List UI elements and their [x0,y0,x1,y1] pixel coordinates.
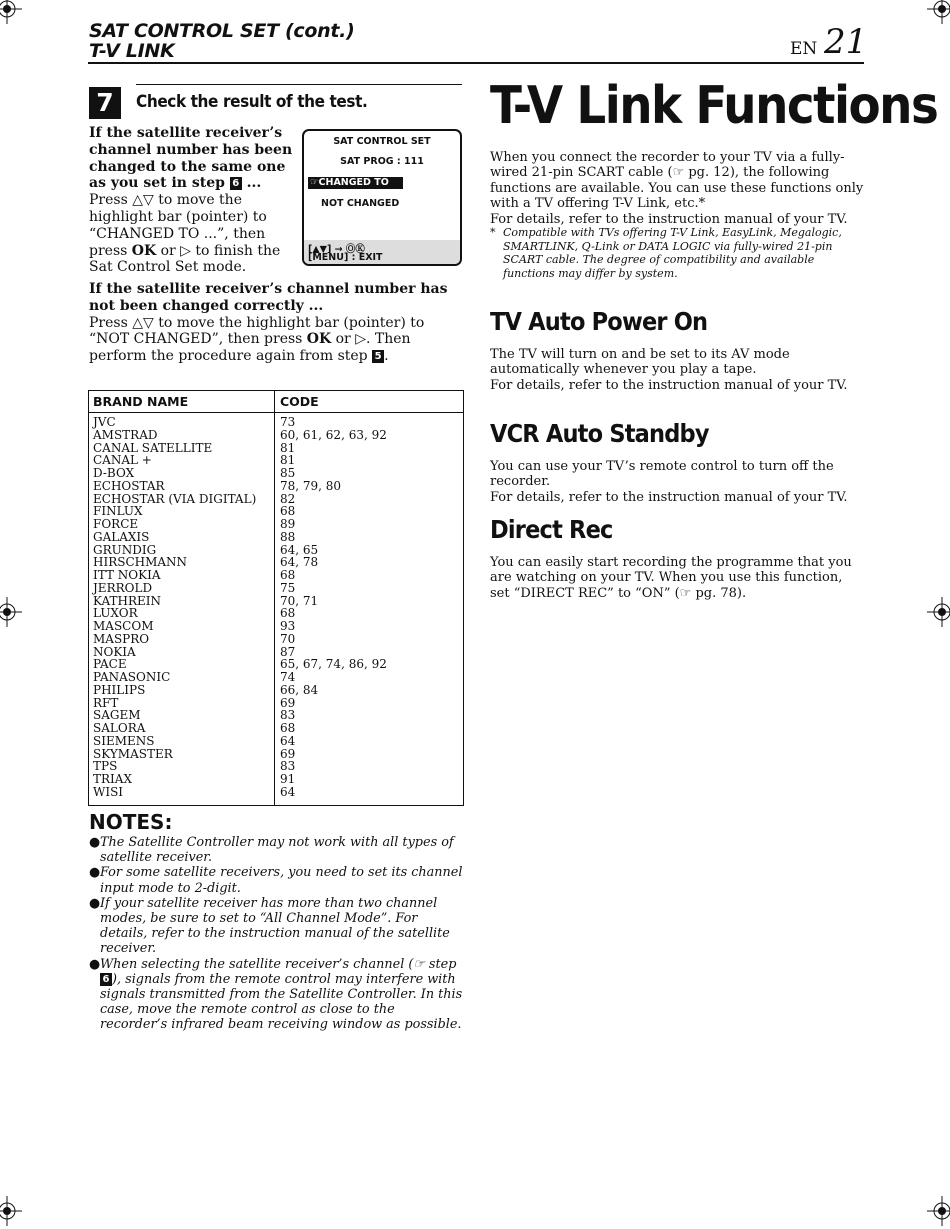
case-changed-heading-end: ... [241,175,262,192]
brand-name-cell: TRIAX [93,772,132,786]
brand-code-cell: 85 [280,466,296,480]
osd-option-not-changed: NOT CHANGED [321,198,400,209]
brand-code-cell: 82 [280,491,296,506]
brand-name-cell: KATHREIN [93,593,161,608]
section-direct-rec [490,555,865,601]
step-ref-badge: 5 [372,350,384,363]
note-text-end: ), signals from the remote control may interfere with signals transmitted from the Satellite Controller. In this case, move the remote control as close to the recorder’s infrared beam receiving window as possible. [100,971,463,1033]
brand-code-cell: 78, 79, 80 [280,478,342,493]
osd-title: SAT CONTROL SET [333,136,431,147]
section-text: You can use your TV’s remote control to turn off the recorder. [490,459,834,490]
brand-code-cell: 69 [280,695,296,710]
registration-mark-icon [927,1196,950,1226]
section-text: The TV will turn on and be set to its AV mode automatically whenever you play a tape. [490,347,790,378]
notes-list [89,835,464,1033]
brand-code-cell: 83 [280,759,296,774]
registration-mark-icon [0,597,22,627]
brand-name-cell: ECHOSTAR (VIA DIGITAL) [93,491,257,506]
brand-name-cell: FORCE [93,517,139,531]
brand-name-cell: ECHOSTAR [93,478,165,493]
case-changed-text-1: Press △▽ to move the highlight bar (pointer) to “CHANGED TO ...”, then press [89,192,267,259]
case-changed-heading [89,125,292,191]
brand-name-cell: PACE [93,657,127,672]
brand-code-cell: 74 [280,670,296,684]
table-header-code: CODE [280,394,319,409]
intro-text: When you connect the recorder to your TV via a fully-wired 21-pin SCART cable (☞ pg. 12), the following functions are available. You can use these functions only with a TV offering T-V Link, etc.* [490,150,864,212]
note-item [89,835,464,865]
brand-name-cell: SIEMENS [93,733,155,748]
osd-prog: SAT PROG : 111 [340,156,424,167]
ok-key-label: OK [131,242,157,259]
osd-footer-exit: [MENU] : EXIT [308,252,383,263]
osd-screen [302,129,462,266]
osd-option-changed: ☞CHANGED TO 111 [308,177,403,189]
brand-code-cell: 87 [280,644,296,659]
brand-code-cell: 81 [280,453,296,468]
brand-code-cell: 64 [280,733,296,748]
brand-name-cell: AMSTRAD [93,427,158,442]
brand-name-cell: LUXOR [93,606,138,621]
bullet-icon: ● [89,956,101,972]
brand-name-cell: D-BOX [93,466,135,480]
brand-name-cell: JERROLD [93,580,153,595]
brand-name-cell: GRUNDIG [93,542,157,557]
subsection-title: T-V LINK [89,40,175,62]
section-ref: For details, refer to the instruction manual of your TV. [490,377,848,393]
brand-code-cell: 93 [280,619,296,633]
note-text: The Satellite Controller may not work with all types of satellite receiver. [100,835,454,866]
brand-name-cell: CANAL + [93,453,152,468]
brand-name-cell: MASPRO [93,631,150,646]
note-item [89,957,464,1033]
step-ref-badge: 6 [100,973,112,986]
brand-name-cell: HIRSCHMANN [93,555,188,570]
section-tv-auto-power-on [490,347,865,393]
bullet-icon: ● [89,835,101,850]
note-item [89,896,464,957]
page-number: 21 [824,22,868,62]
brand-code-cell: 64 [280,784,296,799]
brand-code-cell: 70, 71 [280,593,319,608]
brand-name-cell: WISI [93,784,124,799]
brand-code-cell: 64, 65 [280,542,319,557]
brand-name-cell: TPS [93,759,118,774]
registration-mark-icon [0,0,22,24]
case-not-changed-text-3: . [384,348,389,365]
brand-code-cell: 73 [280,415,296,429]
registration-mark-icon [927,0,950,24]
brand-code-cell: 70 [280,631,296,646]
brand-code-cell: 68 [280,568,296,582]
brand-code-cell: 68 [280,504,296,519]
brand-name-cell: PANASONIC [93,670,171,684]
brand-name-cell: ITT NOKIA [93,568,161,582]
brand-code-cell: 89 [280,517,296,531]
osd-footer [304,240,460,264]
brand-name-cell: CANAL SATELLITE [93,440,213,455]
brand-name-cell: PHILIPS [93,682,146,697]
footnote [490,226,865,280]
brand-code-cell: 81 [280,440,296,455]
brand-code-cell: 69 [280,746,296,761]
brand-code-cell: 75 [280,580,296,595]
brand-name-cell: SAGEM [93,708,141,723]
registration-mark-icon [0,1196,22,1226]
section-ref: For details, refer to the instruction manual of your TV. [490,489,848,505]
brand-column [93,416,256,799]
language-code: EN [790,39,818,59]
bullet-icon: ● [89,865,101,881]
note-text: For some satellite receivers, you need to set its channel input mode to 2-digit. [100,865,463,896]
heading-direct-rec: Direct Rec [490,515,613,544]
heading-vcr-auto-standby: VCR Auto Standby [490,419,709,448]
notes-title: NOTES: [89,810,173,834]
table-header-brand: BRAND NAME [93,394,189,409]
intro-ref: For details, refer to the instruction manual of your TV. [490,211,848,227]
footnote-text: Compatible with TVs offering T-V Link, EasyLink, Megalogic, SMARTLINK, Q-Link or DATA LOGIC via fully-wired 21-pin SCART cable. The degree of compatibility and available functions may differ by system. [503,226,842,280]
section-vcr-auto-standby [490,459,865,505]
bullet-icon: ● [89,895,101,911]
page-title: T-V Link Functions [490,76,938,136]
case-changed-block [89,125,299,276]
step-ref-badge: 6 [230,177,242,190]
osd-footer-nav: [▲▼] → ⓄⓀ [308,244,365,255]
intro-paragraph [490,150,865,227]
table-header-rule [88,412,463,413]
step-rule [136,84,462,85]
brand-code-cell: 66, 84 [280,682,319,697]
brand-code-cell: 83 [280,708,296,723]
case-not-changed-block [89,281,461,365]
brand-name-cell: SALORA [93,721,146,735]
ok-key-label: OK [306,331,332,348]
case-changed-text-2: or ▷ to finish the Sat Control Set mode. [89,242,281,276]
heading-tv-auto-power-on: TV Auto Power On [490,307,708,336]
case-not-changed-text-2: or ▷. Then perform the procedure again from step [89,331,411,365]
brand-code-cell: 68 [280,721,296,735]
code-column [280,416,387,799]
case-changed-heading-text: If the satellite receiver’s channel number has been changed to the same one as you set in step [89,125,293,192]
brand-code-cell: 88 [280,529,296,544]
footnote-mark: * [490,226,496,239]
step-number: 7 [89,87,121,119]
brand-name-cell: SKYMASTER [93,746,173,761]
brand-code-cell: 60, 61, 62, 63, 92 [280,427,387,442]
note-text: When selecting the satellite receiver’s channel (☞ step [100,956,457,972]
brand-name-cell: GALAXIS [93,529,150,544]
brand-code-cell: 91 [280,772,296,786]
brand-code-cell: 65, 67, 74, 86, 92 [280,657,387,672]
section-text: You can easily start recording the programme that you are watching on your TV. When you use this function, set “DIRECT REC” to “ON” (☞ pg. 78). [490,555,852,601]
case-not-changed-heading: If the satellite receiver’s channel number has not been changed correctly ... [89,281,448,314]
note-text: If your satellite receiver has more than two channel modes, be sure to set to “All Channel Mode”. For details, refer to the instruction manual of the satellite receiver. [100,895,450,957]
brand-code-cell: 68 [280,606,296,621]
note-item [89,865,464,895]
table-column-divider [274,390,275,805]
registration-mark-icon [927,597,950,627]
case-not-changed-text-1: Press △▽ to move the highlight bar (pointer) to “NOT CHANGED”, then press [89,314,425,348]
brand-name-cell: NOKIA [93,644,136,659]
section-title: SAT CONTROL SET (cont.) [89,20,355,42]
brand-name-cell: RFT [93,695,119,710]
header-rule [88,62,864,64]
step-title: Check the result of the test. [136,92,368,112]
brand-name-cell: MASCOM [93,619,154,633]
brand-name-cell: JVC [93,415,116,429]
brand-code-cell: 64, 78 [280,555,319,570]
brand-name-cell: FINLUX [93,504,143,519]
